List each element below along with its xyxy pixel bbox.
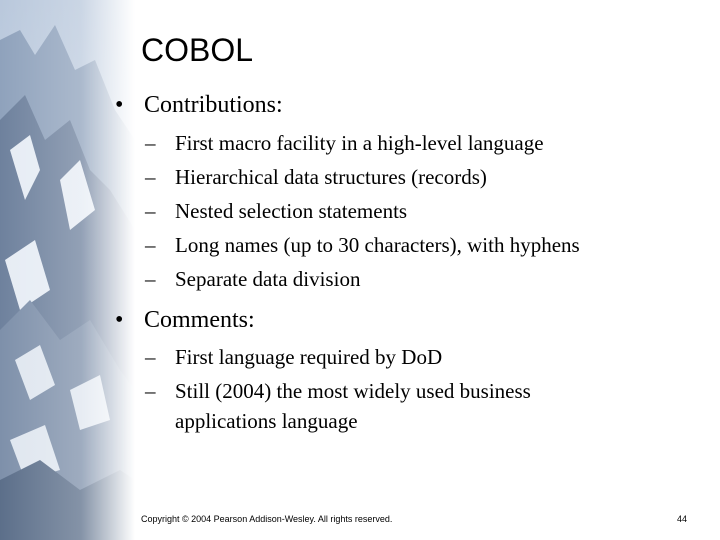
bullet-icon: • bbox=[115, 92, 124, 118]
slide-title: COBOL bbox=[141, 32, 254, 68]
dash-icon: – bbox=[145, 199, 156, 223]
list-item-text: Long names (up to 30 characters), with hyphens bbox=[175, 233, 580, 257]
page-number: 44 bbox=[677, 514, 688, 524]
list-item-text: First language required by DoD bbox=[175, 345, 443, 369]
section-heading: Contributions: bbox=[144, 92, 283, 118]
list-item-text: Separate data division bbox=[175, 267, 361, 291]
list-item-text: applications language bbox=[175, 409, 358, 433]
dash-icon: – bbox=[145, 165, 156, 189]
section-heading: Comments: bbox=[144, 307, 255, 333]
dash-icon: – bbox=[145, 267, 156, 291]
dash-icon: – bbox=[145, 233, 156, 257]
dash-icon: – bbox=[145, 131, 156, 155]
dash-icon: – bbox=[145, 345, 156, 369]
list-item-text: Hierarchical data structures (records) bbox=[175, 165, 487, 189]
dash-icon: – bbox=[145, 379, 156, 403]
list-item-text: Nested selection statements bbox=[175, 199, 408, 223]
copyright-notice: Copyright © 2004 Pearson Addison-Wesley. All rights reserved. bbox=[141, 514, 393, 524]
list-item-text: Still (2004) the most widely used business bbox=[175, 379, 531, 403]
list-item-text: First macro facility in a high-level language bbox=[175, 131, 544, 155]
mountain-photo-sidebar bbox=[0, 0, 135, 540]
bullet-icon: • bbox=[115, 307, 124, 333]
